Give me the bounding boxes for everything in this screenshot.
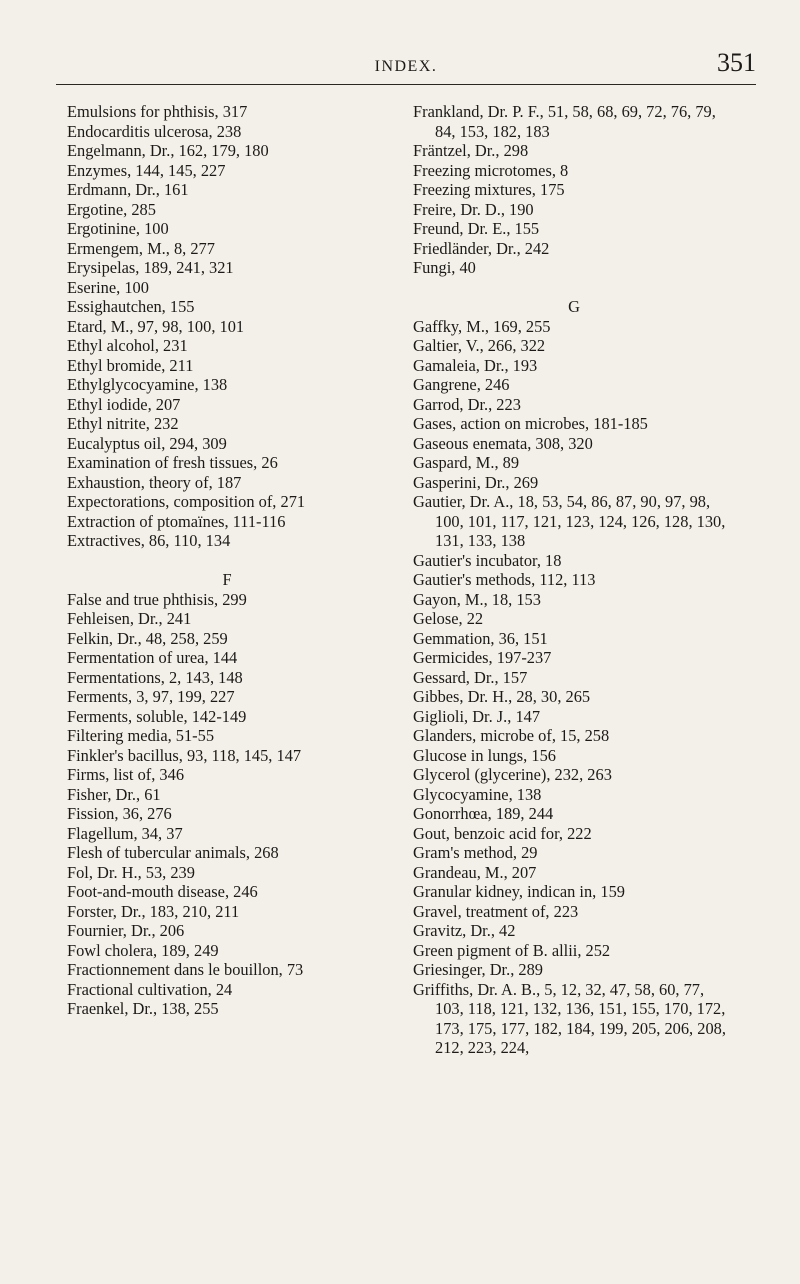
index-entry: Fehleisen, Dr., 241 xyxy=(67,609,192,628)
index-entry: Expectorations, composition of, 271 xyxy=(67,492,306,511)
index-entry: Ergotinine, 100 xyxy=(67,219,169,238)
index-entry: Gamaleia, Dr., 193 xyxy=(413,355,538,375)
index-group-g xyxy=(413,317,735,1058)
index-entry: Freund, Dr. E., 155 xyxy=(413,219,540,238)
index-entry: Foot-and-mouth disease, 246 xyxy=(67,882,258,901)
index-entry: Essighautchen, 155 xyxy=(67,297,195,316)
index-entry: Gautier's incubator, 18 xyxy=(413,550,562,570)
index-entry: Exhaustion, theory of, 187 xyxy=(67,472,242,492)
index-entry: Glycerol (glycerine), 232, 263 xyxy=(413,765,612,784)
index-entry: Firms, list of, 346 xyxy=(67,765,185,784)
index-entry: Fungi, 40 xyxy=(413,258,476,277)
index-entry: Fol, Dr. H., 53, 239 xyxy=(67,862,195,882)
index-entry: Glycocyamine, 138 xyxy=(413,784,542,804)
index-entry: Gaseous enemata, 308, 320 xyxy=(413,433,593,453)
letter-heading-g: G xyxy=(568,297,580,316)
index-entry: Ermengem, M., 8, 277 xyxy=(67,238,215,258)
index-entry: Gangrene, 246 xyxy=(413,375,510,394)
index-entry: Fractionnement dans le bouillon, 73 xyxy=(67,960,304,979)
index-entry: False and true phthisis, 299 xyxy=(67,589,247,609)
index-entry: Friedländer, Dr., 242 xyxy=(413,238,550,258)
index-entry: Gayon, M., 18, 153 xyxy=(413,589,541,609)
index-entry: Flagellum, 34, 37 xyxy=(67,823,183,843)
index-entry: Ethyl iodide, 207 xyxy=(67,394,181,414)
index-entry: Extraction of ptomaïnes, 111-116 xyxy=(67,511,286,531)
left-column xyxy=(67,102,387,1019)
index-entry: Eserine, 100 xyxy=(67,277,149,297)
index-entry: Endocarditis ulcerosa, 238 xyxy=(67,121,242,141)
index-entry: Erysipelas, 189, 241, 321 xyxy=(67,258,234,277)
index-entry: Glanders, microbe of, 15, 258 xyxy=(413,726,610,745)
index-entry: Examination of fresh tissues, 26 xyxy=(67,453,278,472)
index-entry: Fisher, Dr., 61 xyxy=(67,784,161,804)
index-entry: Gravel, treatment of, 223 xyxy=(413,901,579,921)
index-entry: Fermentation of urea, 144 xyxy=(67,648,238,667)
index-entry: Giglioli, Dr. J., 147 xyxy=(413,706,541,726)
index-entry: Filtering media, 51-55 xyxy=(67,726,215,745)
index-group-f-continued xyxy=(413,102,735,278)
index-entry: Gases, action on microbes, 181-185 xyxy=(413,414,648,433)
index-entry: Gautier's methods, 112, 113 xyxy=(413,570,596,589)
index-entry: Ferments, 3, 97, 199, 227 xyxy=(67,687,235,706)
index-entry: Gessard, Dr., 157 xyxy=(413,667,528,687)
index-entry: Erdmann, Dr., 161 xyxy=(67,180,189,199)
index-entry: Fraenkel, Dr., 138, 255 xyxy=(67,999,219,1018)
index-entry: Emulsions for phthisis, 317 xyxy=(67,102,248,121)
index-entry: Freezing microtomes, 8 xyxy=(413,160,569,180)
index-entry: Fermentations, 2, 143, 148 xyxy=(67,667,243,687)
index-entry: Garrod, Dr., 223 xyxy=(413,394,521,414)
running-title: INDEX. xyxy=(374,58,438,75)
index-entry: Fission, 36, 276 xyxy=(67,804,172,823)
index-entry: Finkler's bacillus, 93, 118, 145, 147 xyxy=(67,745,302,765)
index-group-f xyxy=(67,590,387,1019)
index-entry: Griffiths, Dr. A. B., 5, 12, 32, 47, 58, 60, 77, 103, 118, 121, 132, 136, 151, 155, 170, 172, 173, 175, 177, 182, 184, 199, 205, 206, 208, 212, 223, 224, xyxy=(413,979,726,1057)
index-entry: Griesinger, Dr., 289 xyxy=(413,960,543,979)
index-entry: Fräntzel, Dr., 298 xyxy=(413,141,529,160)
page-header xyxy=(56,48,756,85)
index-entry: Gelose, 22 xyxy=(413,609,484,628)
index-entry: Gasperini, Dr., 269 xyxy=(413,472,539,492)
letter-heading-f: F xyxy=(222,570,232,589)
index-entry: Fractional cultivation, 24 xyxy=(67,979,233,999)
index-entry: Ethyl alcohol, 231 xyxy=(67,336,188,355)
index-entry: Fournier, Dr., 206 xyxy=(67,921,185,940)
index-entry: Gravitz, Dr., 42 xyxy=(413,921,516,940)
index-entry: Grandeau, M., 207 xyxy=(413,862,537,882)
index-entry: Enzymes, 144, 145, 227 xyxy=(67,160,226,180)
index-entry: Gautier, Dr. A., 18, 53, 54, 86, 87, 90, 97, 98, 100, 101, 117, 121, 123, 124, 126, 128, 130, 131, 133, 138 xyxy=(413,492,726,550)
index-entry: Granular kidney, indican in, 159 xyxy=(413,882,625,901)
index-group-e xyxy=(67,102,387,551)
index-entry: Green pigment of B. allii, 252 xyxy=(413,940,611,960)
index-entry: Eucalyptus oil, 294, 309 xyxy=(67,433,227,453)
index-entry: Freezing mixtures, 175 xyxy=(413,180,565,199)
index-entry: Gemmation, 36, 151 xyxy=(413,628,548,648)
index-entry: Gonorrhœa, 189, 244 xyxy=(413,804,554,823)
index-entry: Engelmann, Dr., 162, 179, 180 xyxy=(67,141,269,160)
page-number: 351 xyxy=(717,48,756,77)
right-column xyxy=(413,102,735,1058)
index-entry: Extractives, 86, 110, 134 xyxy=(67,531,231,550)
index-entry: Glucose in lungs, 156 xyxy=(413,745,556,765)
index-entry: Freire, Dr. D., 190 xyxy=(413,199,534,219)
index-entry: Forster, Dr., 183, 210, 211 xyxy=(67,901,240,921)
index-entry: Gout, benzoic acid for, 222 xyxy=(413,823,592,843)
index-entry: Felkin, Dr., 48, 258, 259 xyxy=(67,628,228,648)
index-entry: Ethyl bromide, 211 xyxy=(67,355,194,375)
index-entry: Fowl cholera, 189, 249 xyxy=(67,940,219,960)
index-entry: Gaspard, M., 89 xyxy=(413,453,520,472)
index-entry: Galtier, V., 266, 322 xyxy=(413,336,546,355)
index-entry: Germicides, 197-237 xyxy=(413,648,552,667)
index-entry: Ethyl nitrite, 232 xyxy=(67,414,179,433)
index-entry: Etard, M., 97, 98, 100, 101 xyxy=(67,316,245,336)
index-entry: Gibbes, Dr. H., 28, 30, 265 xyxy=(413,687,591,706)
index-entry: Gram's method, 29 xyxy=(413,843,538,862)
index-entry: Frankland, Dr. P. F., 51, 58, 68, 69, 72, 76, 79, 84, 153, 182, 183 xyxy=(413,102,716,141)
index-entry: Flesh of tubercular animals, 268 xyxy=(67,843,279,862)
index-entry: Ergotine, 285 xyxy=(67,199,156,219)
index-entry: Ferments, soluble, 142-149 xyxy=(67,706,247,726)
index-entry: Ethylglycocyamine, 138 xyxy=(67,375,228,394)
index-entry: Gaffky, M., 169, 255 xyxy=(413,316,551,336)
